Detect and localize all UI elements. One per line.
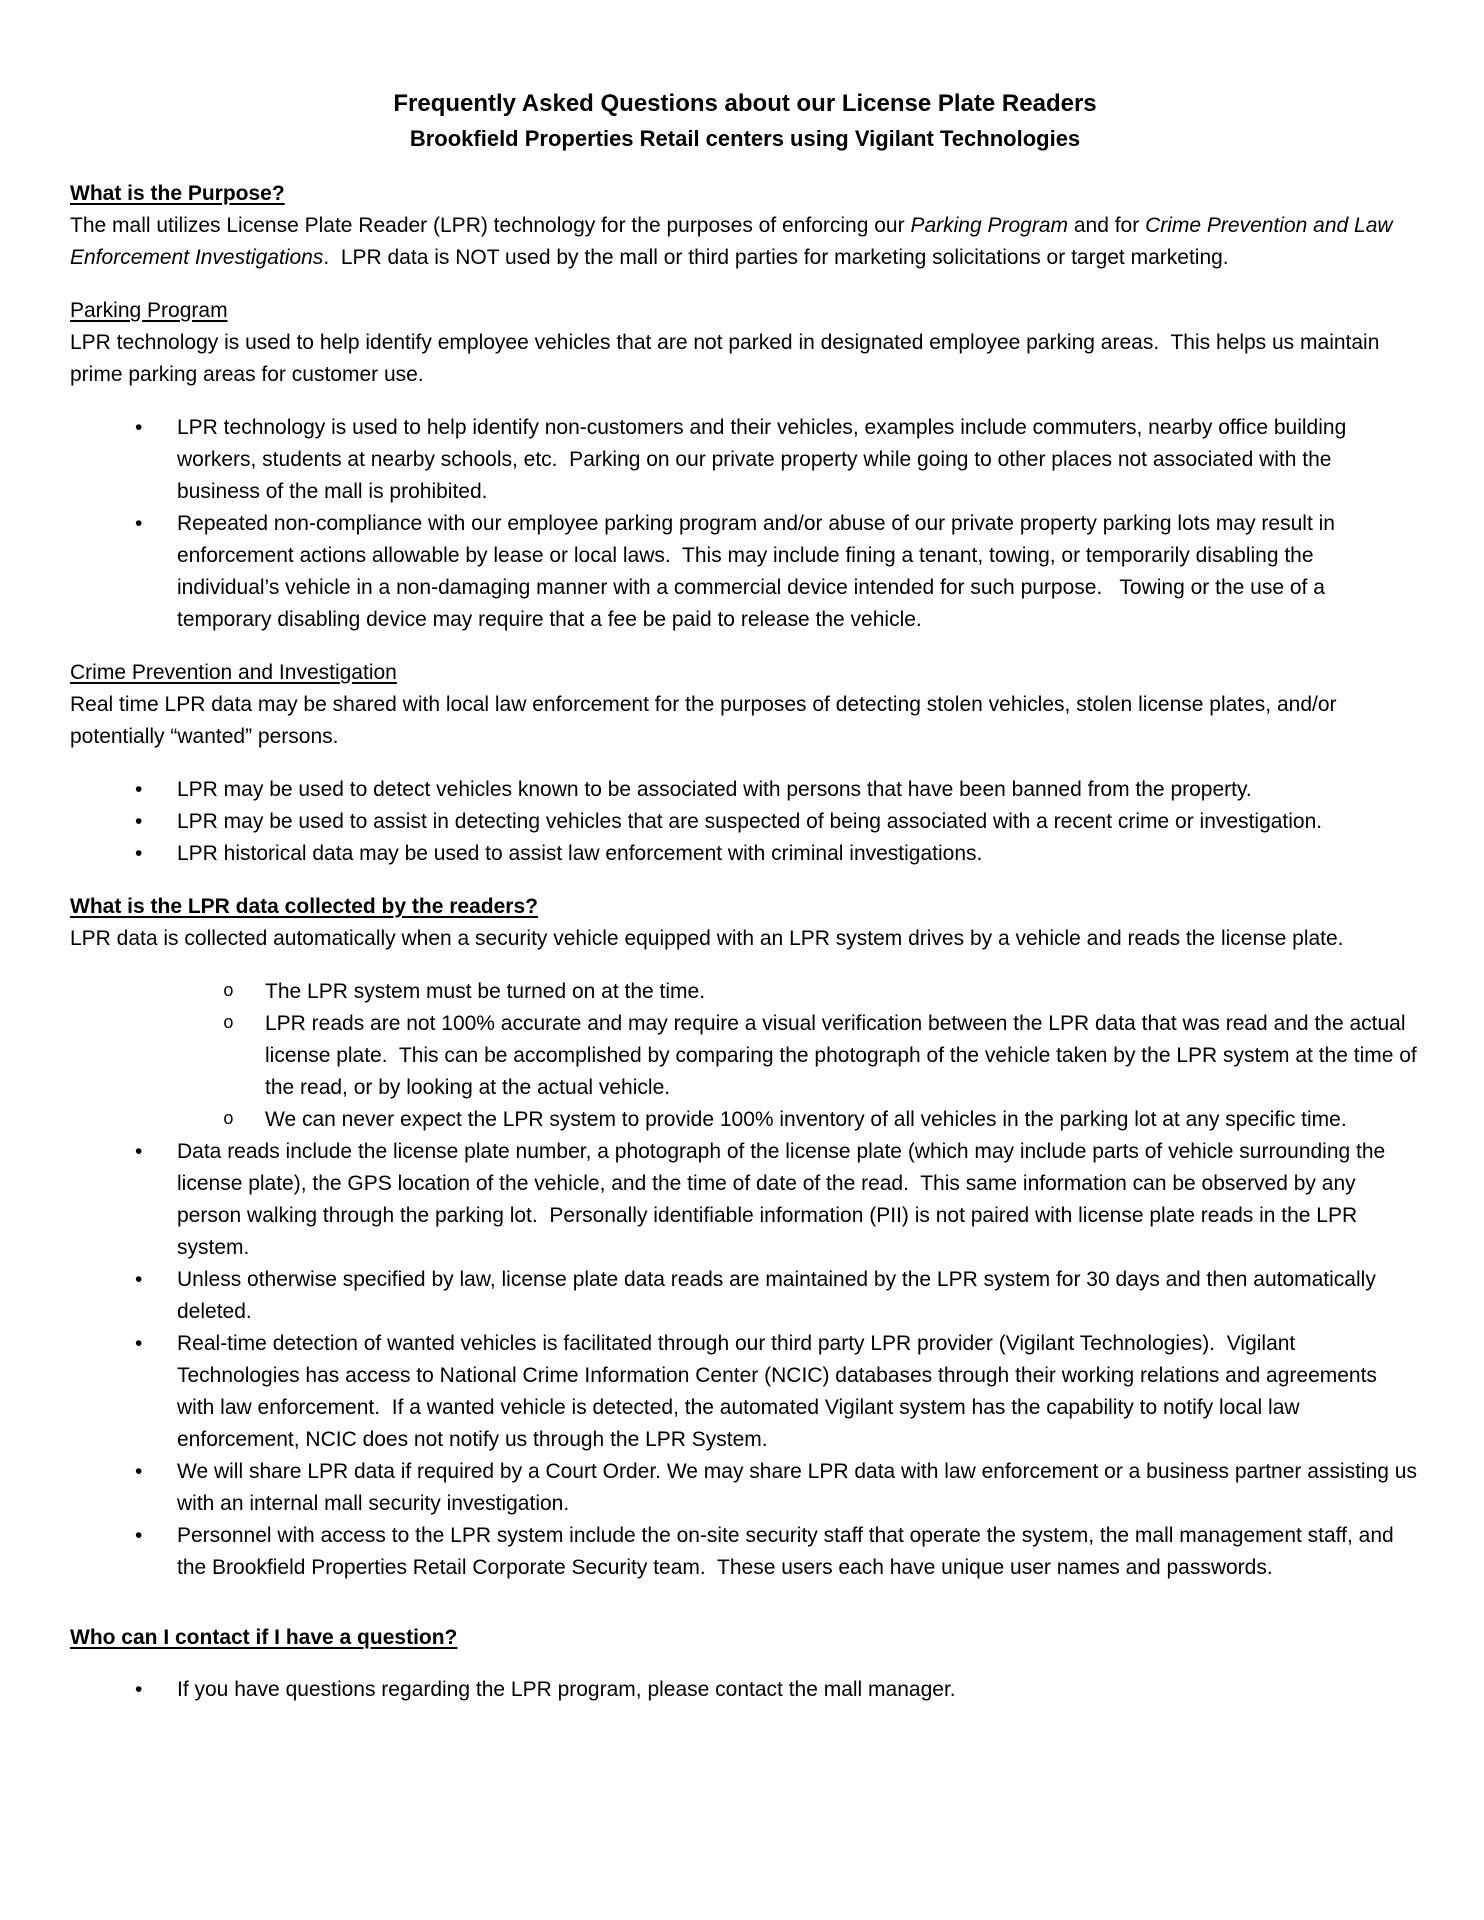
list-item-text: Personnel with access to the LPR system include the on-site security staff that operate the system, the mall management staff, and the Brookfield Properties Retail Corporate Security team. These users each have unique user names and passwords.	[177, 1524, 1400, 1579]
list-item	[70, 1008, 1423, 1104]
bullet-list	[70, 412, 1420, 636]
text-run: LPR technology is used to help identify employee vehicles that are not parked in designated employee parking areas. This helps us maintain prime parking areas for customer use.	[70, 331, 1386, 386]
list-item-text: Data reads include the license plate number, a photograph of the license plate (which may include parts of vehicle surrounding the license plate), the GPS location of the vehicle, and the time of date of the read. This same information can be observed by any person walking through the parking lot. Personally identifiable information (PII) is not paired with license plate reads in the LPR system.	[177, 1140, 1392, 1259]
list-item-text: Repeated non-compliance with our employee parking program and/or abuse of our private property parking lots may result in enforcement actions allowable by lease or local laws. This may include fining a tenant, towing, or temporarily disabling the individual’s vehicle in a non-damaging manner with a commercial device intended for such purpose. Towing or the use of a temporary disabling device may require that a fee be paid to release the vehicle.	[177, 512, 1341, 631]
list-item-text: LPR technology is used to help identify non-customers and their vehicles, examples include commuters, nearby office building workers, students at nearby schools, etc. Parking on our private property while going to other places not associated with the business of the mall is prohibited.	[177, 416, 1353, 503]
list-item-text: Unless otherwise specified by law, license plate data reads are maintained by the LPR system for 30 days and then automatically deleted.	[177, 1268, 1382, 1323]
list-item-text: LPR historical data may be used to assist law enforcement with criminal investigations.	[177, 842, 983, 865]
list-item	[70, 1328, 1420, 1456]
list-item-text: Real-time detection of wanted vehicles is facilitated through our third party LPR provider (Vigilant Technologies). Vigilant Technologies has access to National Crime Information Center (NCIC) databases through their working relations and agreements with law enforcement. If a wanted vehicle is detected, the automated Vigilant system has the capability to notify local law enforcement, NCIC does not notify us through the LPR System.	[177, 1332, 1383, 1451]
text-run: LPR data is collected automatically when a security vehicle equipped with an LPR system drives by a vehicle and reads the license plate.	[70, 927, 1344, 950]
list-item	[70, 806, 1420, 838]
list-item	[70, 1674, 1420, 1706]
list-item	[70, 1136, 1420, 1264]
list-item	[70, 412, 1420, 508]
list-item	[70, 1520, 1420, 1584]
section-heading: Who can I contact if I have a question?	[70, 1626, 458, 1649]
text-run: Real time LPR data may be shared with local law enforcement for the purposes of detecting stolen vehicles, stolen license plates, and/or potentially “wanted” persons.	[70, 693, 1343, 748]
list-item-text: LPR may be used to assist in detecting vehicles that are suspected of being associated with a recent crime or investigation.	[177, 810, 1323, 833]
paragraph	[70, 689, 1420, 753]
list-item	[70, 1456, 1423, 1520]
sub-bullet-marker: o	[223, 1014, 234, 1034]
list-item-text: We will share LPR data if required by a Court Order. We may share LPR data with law enforcement or a business partner assisting us with an internal mall security investigation.	[177, 1460, 1423, 1515]
section-heading: Parking Program	[70, 299, 228, 322]
bullet-marker: •	[135, 1140, 143, 1163]
section-heading: Crime Prevention and Investigation	[70, 661, 397, 684]
document-title: Frequently Asked Questions about our License Plate Readers	[393, 90, 1097, 117]
text-run: and for	[1068, 214, 1146, 237]
list-item	[70, 1104, 1420, 1136]
bullet-marker: •	[135, 1524, 143, 1547]
sub-bullet-list	[70, 976, 1423, 1136]
section	[70, 657, 1420, 870]
list-item	[70, 976, 1420, 1008]
section-heading: What is the Purpose?	[70, 182, 285, 205]
document-subtitle: Brookfield Properties Retail centers using Vigilant Technologies	[409, 126, 1081, 151]
sub-bullet-marker: o	[223, 982, 234, 1002]
paragraph	[70, 327, 1420, 391]
list-item-text: The LPR system must be turned on at the time.	[265, 980, 706, 1003]
list-item-text: We can never expect the LPR system to provide 100% inventory of all vehicles in the parking lot at any specific time.	[265, 1108, 1347, 1131]
section-heading: What is the LPR data collected by the readers?	[70, 895, 538, 918]
list-item-text: LPR may be used to detect vehicles known to be associated with persons that have been banned from the property.	[177, 778, 1252, 801]
bullet-marker: •	[135, 1678, 143, 1701]
list-item	[70, 774, 1420, 806]
section	[70, 1622, 1420, 1706]
bullet-marker: •	[135, 778, 143, 801]
list-item-text: LPR reads are not 100% accurate and may require a visual verification between the LPR data that was read and the actual license plate. This can be accomplished by comparing the photograph of the vehicle taken by the LPR system at the time of the read, or by looking at the actual vehicle.	[265, 1012, 1423, 1099]
document-sections	[70, 178, 1423, 1706]
list-item	[70, 508, 1420, 636]
list-item-text: If you have questions regarding the LPR program, please contact the mall manager.	[177, 1678, 956, 1701]
list-item	[70, 1264, 1420, 1328]
bullet-marker: •	[135, 842, 143, 865]
italic-text-run: Crime Prevention and Law Enforcement Investigations	[70, 214, 1399, 269]
bullet-list	[70, 1136, 1423, 1584]
bullet-list	[70, 1674, 1420, 1706]
sub-bullet-marker: o	[223, 1110, 234, 1130]
bullet-marker: •	[135, 1268, 143, 1291]
italic-text-run: Parking Program	[910, 214, 1069, 237]
bullet-list	[70, 774, 1420, 870]
paragraph	[70, 210, 1420, 274]
section	[70, 891, 1423, 1584]
section	[70, 295, 1420, 636]
bullet-marker: •	[135, 512, 143, 535]
bullet-marker: •	[135, 1460, 143, 1483]
paragraph	[70, 923, 1420, 955]
text-run: The mall utilizes License Plate Reader (LPR) technology for the purposes of enforcing our	[70, 214, 911, 237]
bullet-marker: •	[135, 810, 143, 833]
section	[70, 178, 1420, 274]
bullet-marker: •	[135, 416, 143, 439]
bullet-marker: •	[135, 1332, 143, 1355]
list-item	[70, 838, 1420, 870]
text-run: . LPR data is NOT used by the mall or third parties for marketing solicitations or target marketing.	[323, 246, 1229, 269]
